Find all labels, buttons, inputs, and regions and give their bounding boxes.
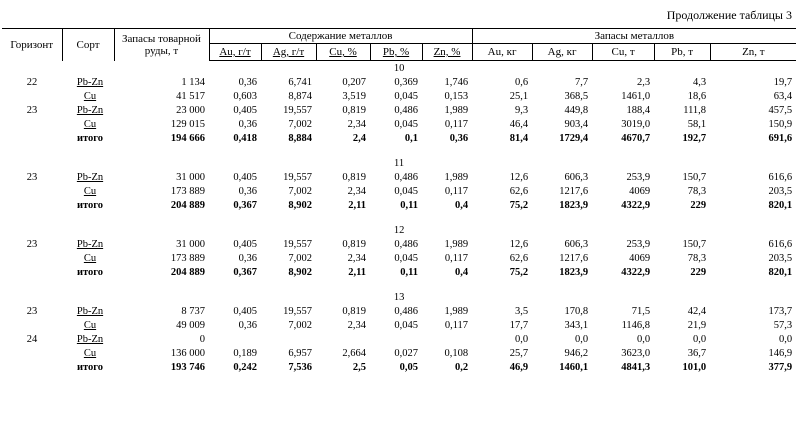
content-cell: 0,405	[233, 239, 257, 250]
reserve-cell: 203,5	[768, 253, 793, 264]
content-cell	[422, 333, 472, 347]
total-row	[2, 199, 796, 213]
content-cell: 2,34	[347, 119, 366, 130]
content-cell: 2,5	[352, 362, 366, 373]
reserve-cell: 343,1	[564, 320, 589, 331]
reserve-cell: 78,3	[687, 186, 707, 197]
reserve-cell: 457,5	[768, 105, 793, 116]
content-cell: 0,486	[394, 239, 418, 250]
content-cell: 0,117	[444, 253, 469, 264]
content-cell: 0,603	[233, 91, 257, 102]
ore-cell: 129 015	[170, 119, 205, 130]
content-cell: 0,11	[400, 200, 418, 211]
reserve-cell: 62,6	[509, 186, 529, 197]
content-cell: 1,746	[444, 77, 469, 88]
content-cell: 0,4	[454, 200, 469, 211]
content-cell: 0,117	[444, 320, 469, 331]
reserve-cell: 820,1	[768, 267, 793, 278]
sort-cell: Cu	[83, 91, 97, 102]
reserve-cell: 606,3	[564, 239, 589, 250]
content-cell: 1,989	[444, 306, 469, 317]
horizon-cell	[2, 118, 62, 132]
horizon-cell	[2, 90, 62, 104]
reserve-cell: 0,0	[692, 334, 707, 345]
table-row	[2, 319, 796, 333]
reserve-cell: 0,0	[514, 334, 529, 345]
content-cell: 6,741	[288, 77, 312, 88]
content-cell: 2,34	[347, 320, 366, 331]
reserve-cell: 188,4	[626, 105, 651, 116]
reserve-cell: 3019,0	[621, 119, 651, 130]
horizon-cell	[2, 347, 62, 361]
table-body	[2, 61, 796, 376]
content-cell: 0,819	[342, 306, 366, 317]
content-cell: 2,11	[348, 200, 366, 211]
reserve-cell: 4322,9	[621, 200, 651, 211]
content-cell: 0,486	[394, 306, 418, 317]
content-cell: 0,418	[233, 133, 257, 144]
content-cell: 0,36	[238, 119, 257, 130]
reserve-cell: 1146,8	[621, 320, 651, 331]
spacer-row	[2, 146, 796, 156]
table-row	[2, 347, 796, 361]
header-reserve-pb: Pb, т	[654, 44, 710, 61]
horizon-cell	[2, 319, 62, 333]
horizon-cell: 23	[26, 239, 38, 250]
reserve-cell: 0,6	[514, 77, 529, 88]
content-cell: 1,989	[444, 105, 469, 116]
reserve-cell: 111,8	[683, 105, 707, 116]
content-cell: 19,557	[283, 306, 312, 317]
reserve-cell: 4069	[629, 253, 651, 264]
table-row	[2, 185, 796, 199]
ore-cell: 23 000	[176, 105, 205, 116]
content-cell	[370, 333, 422, 347]
header-content-cu: Cu, %	[316, 44, 370, 61]
content-cell: 8,902	[288, 200, 312, 211]
content-cell: 6,957	[288, 348, 312, 359]
content-cell	[261, 333, 316, 347]
reserve-cell: 21,9	[687, 320, 707, 331]
reserve-cell: 25,7	[509, 348, 529, 359]
ore-cell: 173 889	[170, 253, 205, 264]
reserve-cell: 3623,0	[621, 348, 651, 359]
horizon-cell: 23	[26, 172, 38, 183]
reserve-cell: 81,4	[509, 133, 529, 144]
content-cell	[316, 333, 370, 347]
content-cell: 1,989	[444, 239, 469, 250]
content-cell: 0,36	[238, 253, 257, 264]
sort-cell: Pb-Zn	[76, 172, 104, 183]
section-header-row	[2, 156, 796, 171]
sort-cell: Pb-Zn	[76, 77, 104, 88]
horizon-cell: 22	[26, 77, 38, 88]
section-label: 12	[393, 224, 405, 236]
reserve-cell: 1217,6	[559, 253, 589, 264]
reserve-cell: 42,4	[687, 306, 707, 317]
content-cell: 0,045	[394, 119, 418, 130]
content-cell: 2,11	[348, 267, 366, 278]
sort-cell: Cu	[83, 253, 97, 264]
reserve-cell: 150,9	[768, 119, 793, 130]
content-cell: 0,045	[394, 91, 418, 102]
reserve-cell: 368,5	[564, 91, 589, 102]
content-cell: 0,045	[394, 320, 418, 331]
reserve-cell: 46,4	[509, 119, 529, 130]
content-cell: 7,002	[288, 253, 312, 264]
reserve-cell: 57,3	[773, 320, 793, 331]
reserve-cell: 903,4	[564, 119, 589, 130]
content-cell: 0,4	[454, 267, 469, 278]
ore-cell: 31 000	[176, 239, 205, 250]
reserve-cell: 146,9	[768, 348, 793, 359]
content-cell: 0,05	[399, 362, 418, 373]
ore-cell: 0	[199, 334, 205, 345]
horizon-cell: 23	[26, 105, 38, 116]
reserve-cell: 4322,9	[621, 267, 651, 278]
content-cell: 2,34	[347, 186, 366, 197]
content-cell: 0,045	[394, 253, 418, 264]
content-cell: 0,117	[444, 186, 469, 197]
section-header-row	[2, 223, 796, 238]
total-row	[2, 361, 796, 375]
content-cell: 0,405	[233, 306, 257, 317]
reserve-cell: 173,7	[768, 306, 793, 317]
total-label: итого	[76, 133, 104, 144]
reserve-cell: 1461,0	[621, 91, 651, 102]
sort-cell: Pb-Zn	[76, 306, 104, 317]
ore-cell: 136 000	[170, 348, 205, 359]
sort-cell: Cu	[83, 186, 97, 197]
reserve-cell: 101,0	[682, 362, 707, 373]
content-cell: 0,153	[444, 91, 469, 102]
reserve-cell: 691,6	[768, 133, 793, 144]
reserve-cell: 1823,9	[559, 267, 589, 278]
content-cell: 19,557	[283, 105, 312, 116]
content-cell: 0,36	[238, 186, 257, 197]
horizon-cell	[2, 361, 62, 375]
table-row	[2, 238, 796, 252]
content-cell: 0,486	[394, 105, 418, 116]
reserve-cell: 71,5	[631, 306, 651, 317]
header-reserve-zn: Zn, т	[710, 44, 796, 61]
reserve-cell: 606,3	[564, 172, 589, 183]
reserve-cell: 377,9	[768, 362, 793, 373]
total-row	[2, 132, 796, 146]
content-cell: 7,002	[288, 119, 312, 130]
header-reserve-ag: Ag, кг	[532, 44, 592, 61]
ore-cell: 31 000	[176, 172, 205, 183]
reserve-cell: 253,9	[626, 172, 651, 183]
content-cell: 0,405	[233, 105, 257, 116]
content-cell: 0,11	[400, 267, 418, 278]
table-row	[2, 104, 796, 118]
spacer-cell	[2, 280, 796, 290]
header-horizon: Горизонт	[2, 29, 62, 61]
content-cell: 8,884	[288, 133, 312, 144]
content-cell: 0,027	[394, 348, 418, 359]
reserve-cell: 946,2	[564, 348, 589, 359]
content-cell: 0,36	[238, 320, 257, 331]
reserve-cell: 1823,9	[559, 200, 589, 211]
horizon-cell	[2, 252, 62, 266]
content-cell: 0,819	[342, 172, 366, 183]
reserve-cell: 9,3	[514, 105, 529, 116]
reserve-cell: 7,7	[574, 77, 589, 88]
content-cell: 7,002	[288, 320, 312, 331]
content-cell: 0,369	[394, 77, 418, 88]
total-label: итого	[76, 267, 104, 278]
reserve-cell: 1217,6	[559, 186, 589, 197]
content-cell: 0,1	[404, 133, 418, 144]
ore-cell: 194 666	[170, 133, 205, 144]
reserve-cell: 1729,4	[559, 133, 589, 144]
total-label: итого	[76, 362, 104, 373]
reserves-table	[2, 28, 796, 375]
content-cell: 0,045	[394, 186, 418, 197]
table-row	[2, 305, 796, 319]
content-cell: 2,4	[352, 133, 366, 144]
reserve-cell: 616,6	[768, 239, 793, 250]
reserve-cell: 253,9	[626, 239, 651, 250]
section-label: 10	[393, 62, 405, 74]
reserve-cell: 78,3	[687, 253, 707, 264]
sort-cell: Cu	[83, 119, 97, 130]
section-header-row	[2, 61, 796, 77]
reserve-cell: 229	[690, 200, 707, 211]
reserve-cell: 75,2	[509, 267, 529, 278]
table-row	[2, 171, 796, 185]
content-cell: 0,108	[444, 348, 469, 359]
content-cell: 0,819	[342, 239, 366, 250]
header-metal-reserves: Запасы металлов	[472, 29, 796, 44]
reserve-cell: 62,6	[509, 253, 529, 264]
horizon-cell: 24	[26, 334, 38, 345]
reserve-cell: 1460,1	[559, 362, 589, 373]
content-cell: 7,002	[288, 186, 312, 197]
content-cell: 0,189	[233, 348, 257, 359]
content-cell: 0,207	[342, 77, 366, 88]
table-row	[2, 252, 796, 266]
content-cell: 0,242	[233, 362, 257, 373]
reserve-cell: 229	[690, 267, 707, 278]
header-sort: Сорт	[62, 29, 114, 61]
header-content-ag: Ag, г/т	[261, 44, 316, 61]
table-row	[2, 76, 796, 90]
reserve-cell: 75,2	[509, 200, 529, 211]
spacer-cell	[2, 146, 796, 156]
total-label: итого	[76, 200, 104, 211]
reserve-cell: 616,6	[768, 172, 793, 183]
reserve-cell: 3,5	[514, 306, 529, 317]
content-cell	[209, 333, 261, 347]
content-cell: 7,536	[288, 362, 312, 373]
ore-cell: 8 737	[181, 306, 205, 317]
content-cell: 0,367	[233, 200, 257, 211]
reserve-cell: 18,6	[687, 91, 707, 102]
reserve-cell: 25,1	[509, 91, 529, 102]
reserve-cell: 4069	[629, 186, 651, 197]
sort-cell: Cu	[83, 320, 97, 331]
content-cell: 0,819	[342, 105, 366, 116]
header-content-zn: Zn, %	[422, 44, 472, 61]
reserve-cell: 58,1	[687, 119, 707, 130]
sort-cell: Pb-Zn	[76, 334, 104, 345]
ore-cell: 41 517	[176, 91, 205, 102]
spacer-row	[2, 213, 796, 223]
ore-cell: 173 889	[170, 186, 205, 197]
spacer-cell	[2, 213, 796, 223]
reserve-cell: 4,3	[692, 77, 707, 88]
horizon-cell	[2, 132, 62, 146]
content-cell: 19,557	[283, 172, 312, 183]
reserve-cell: 46,9	[509, 362, 529, 373]
content-cell: 0,405	[233, 172, 257, 183]
total-row	[2, 266, 796, 280]
ore-cell: 204 889	[170, 200, 205, 211]
reserve-cell: 170,8	[564, 306, 589, 317]
header-reserve-au: Au, кг	[472, 44, 532, 61]
reserve-cell: 0,0	[636, 334, 651, 345]
reserve-cell: 12,6	[509, 172, 529, 183]
header-metal-content: Содержание металлов	[209, 29, 472, 44]
reserve-cell: 192,7	[682, 133, 707, 144]
reserve-cell: 150,7	[682, 239, 707, 250]
content-cell: 2,34	[347, 253, 366, 264]
reserve-cell: 4841,3	[621, 362, 651, 373]
horizon-cell	[2, 266, 62, 280]
content-cell: 0,486	[394, 172, 418, 183]
section-label: 11	[394, 157, 405, 169]
reserve-cell: 4670,7	[621, 133, 651, 144]
table-caption: Продолжение таблицы 3	[666, 8, 792, 22]
table-row	[2, 118, 796, 132]
table-row	[2, 90, 796, 104]
table-row	[2, 333, 796, 347]
ore-cell: 193 746	[170, 362, 205, 373]
content-cell: 19,557	[283, 239, 312, 250]
sort-cell: Cu	[83, 348, 97, 359]
ore-cell: 49 009	[176, 320, 205, 331]
header-reserves-ore: Запасы товарной руды, т	[114, 29, 209, 61]
reserve-cell: 17,7	[509, 320, 529, 331]
reserve-cell: 63,4	[773, 91, 793, 102]
ore-cell: 204 889	[170, 267, 205, 278]
header-content-au: Au, г/т	[209, 44, 261, 61]
content-cell: 0,117	[444, 119, 469, 130]
horizon-cell	[2, 185, 62, 199]
reserve-cell: 12,6	[509, 239, 529, 250]
spacer-row	[2, 280, 796, 290]
horizon-cell: 23	[26, 306, 38, 317]
reserve-cell: 0,0	[779, 334, 793, 345]
horizon-cell	[2, 199, 62, 213]
sort-cell: Pb-Zn	[76, 105, 104, 116]
header-content-pb: Pb, %	[370, 44, 422, 61]
content-cell: 0,36	[449, 133, 469, 144]
reserve-cell: 150,7	[682, 172, 707, 183]
content-cell: 0,367	[233, 267, 257, 278]
reserve-cell: 2,3	[636, 77, 651, 88]
header-reserve-cu: Cu, т	[592, 44, 654, 61]
reserve-cell: 449,8	[564, 105, 589, 116]
content-cell: 3,519	[342, 91, 366, 102]
content-cell: 0,36	[238, 77, 257, 88]
reserve-cell: 19,7	[773, 77, 793, 88]
section-header-row	[2, 290, 796, 305]
reserve-cell: 820,1	[768, 200, 793, 211]
sort-cell: Pb-Zn	[76, 239, 104, 250]
reserve-cell: 0,0	[574, 334, 589, 345]
content-cell: 0,2	[454, 362, 469, 373]
content-cell: 8,874	[288, 91, 312, 102]
content-cell: 2,664	[342, 348, 366, 359]
section-label: 13	[393, 291, 405, 303]
content-cell: 8,902	[288, 267, 312, 278]
reserve-cell: 203,5	[768, 186, 793, 197]
content-cell: 1,989	[444, 172, 469, 183]
ore-cell: 1 134	[181, 77, 205, 88]
reserve-cell: 36,7	[687, 348, 707, 359]
